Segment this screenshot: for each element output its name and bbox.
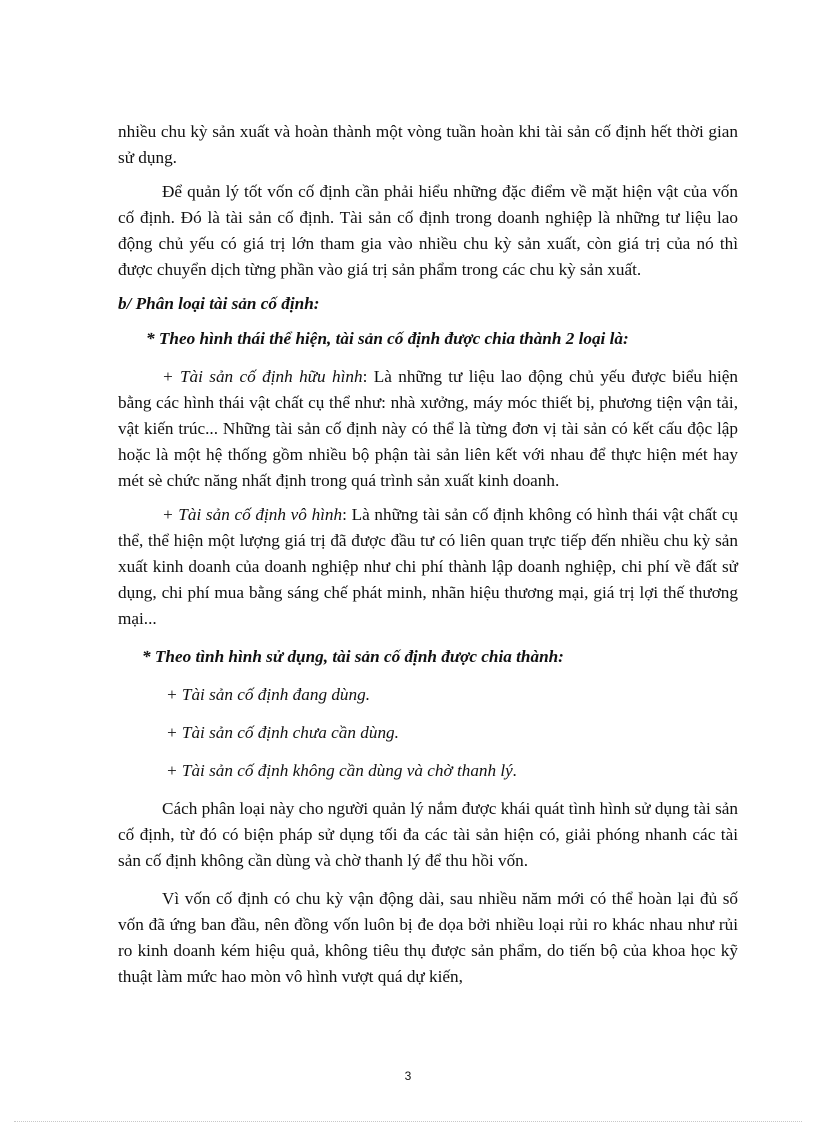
paragraph-capital-risk: Vì vốn cố định có chu kỳ vận động dài, sau nhiều năm mới có thể hoàn lại đủ số vốn đã ứng ban đầu, nên đồng vốn luôn bị đe dọa bởi nhiều loại rủi ro khác nhau như rủi ro kinh doanh kém hiệu quả, không tiêu thụ được sản phẩm, do tiến bộ của khoa học kỹ thuật làm mức hao mòn vô hình vượt quá dự kiến, — [118, 889, 738, 986]
term-tangible: + Tài sản cố định hữu hình — [162, 367, 363, 386]
paragraph-tangible-assets — [118, 364, 738, 494]
sub-heading-usage: * Theo tình hình sử dụng, tài sản cố định được chia thành: — [142, 647, 564, 666]
list-item-in-use: + Tài sản cố định đang dùng. — [166, 685, 371, 704]
page-bottom-divider — [14, 1121, 802, 1122]
paragraph-intangible-assets — [118, 502, 738, 632]
paragraph-1: nhiều chu kỳ sản xuất và hoàn thành một vòng tuần hoàn khi tài sản cố định hết thời gian sử dụng. — [118, 122, 738, 167]
list-item-not-yet-needed: + Tài sản cố định chưa cần dùng. — [166, 723, 399, 742]
list-item-to-liquidate: + Tài sản cố định không cần dùng và chờ thanh lý. — [166, 761, 518, 780]
text-tangible: : Là những tư liệu lao động chủ yếu được biểu hiện bằng các hình thái vật chất cụ thể như: nhà xưởng, máy móc thiết bị, phương tiện vận tải, vật kiến trúc... Những tài sản cố định này có thể là từng đơn vị tài sản có kết cấu độc lập hoặc là một hệ thống gồm nhiều bộ phận tài sản liên kết với nhau để thực hiện mét hay mét sè chức năng nhất định trong quá trình sản xuất kinh doanh. — [118, 367, 738, 490]
page-number: 3 — [404, 1069, 412, 1083]
paragraph-classification-benefit: Cách phân loại này cho người quản lý nắm được khái quát tình hình sử dụng tài sản cố định, từ đó có biện pháp sử dụng tối đa các tài sản hiện có, giải phóng nhanh các tài sản cố định không cần dùng và chờ thanh lý để thu hồi vốn. — [118, 799, 738, 870]
section-heading-b: b/ Phân loại tài sản cố định: — [118, 294, 320, 313]
term-intangible: + Tài sản cố định vô hình — [162, 505, 343, 524]
document-page — [118, 119, 738, 990]
paragraph-2: Để quản lý tốt vốn cố định cần phải hiểu những đặc điểm về mặt hiện vật của vốn cố định. Đó là tài sản cố định. Tài sản cố định trong doanh nghiệp là những tư liệu lao động chủ yếu có giá trị lớn tham gia vào nhiều chu kỳ sản xuất, còn giá trị của nó thì được chuyển dịch từng phần vào giá trị sản phẩm trong các chu kỳ sản xuất. — [118, 182, 738, 279]
text-intangible: : Là những tài sản cố định không có hình thái vật chất cụ thể, thể hiện một lượng giá trị đã được đầu tư có liên quan trực tiếp đến nhiều chu kỳ sản xuất kinh doanh của doanh nghiệp như chi phí thành lập doanh nghiệp, chi phí về đất sử dụng, chi phí mua bằng sáng chế phát minh, nhãn hiệu thương mại, giá trị lợi thế thương mại... — [118, 505, 738, 628]
sub-heading-shape: * Theo hình thái thể hiện, tài sản cố định được chia thành 2 loại là: — [146, 329, 629, 348]
